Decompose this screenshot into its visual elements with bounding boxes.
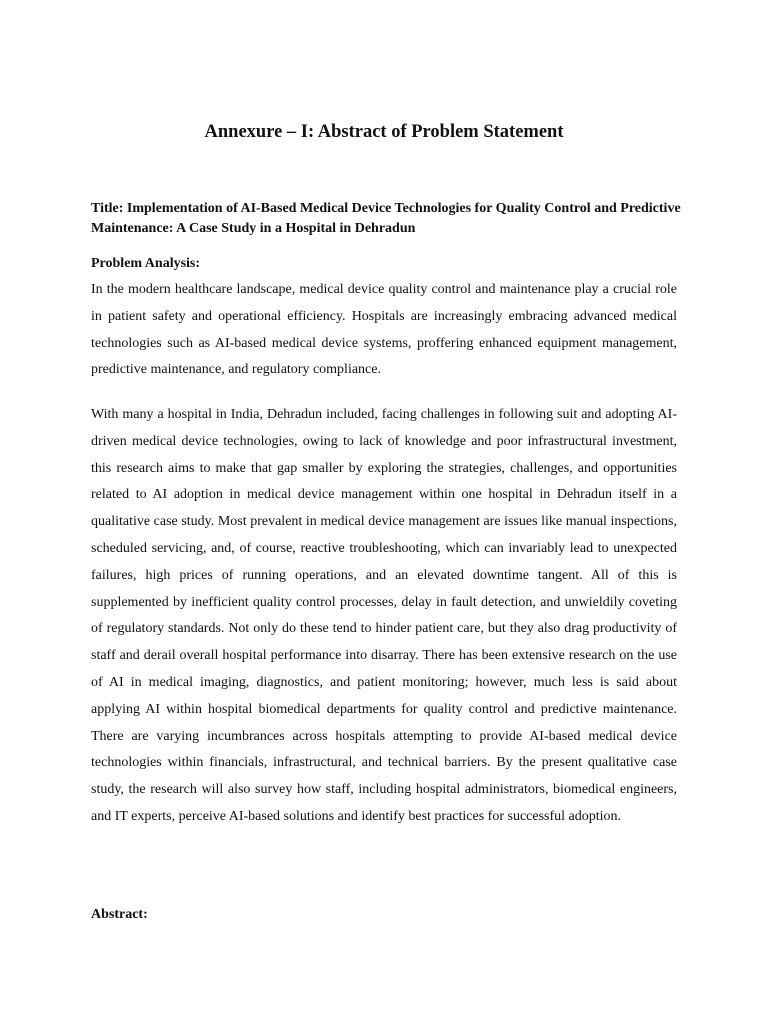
document-title: Title: Implementation of AI-Based Medical Device Technologies for Quality Control and Predictive Maintenance: A Case Study in a Hospital in Dehradun <box>91 201 681 236</box>
problem-analysis-label: Problem Analysis: <box>91 256 201 271</box>
paragraph-intro: In the modern healthcare landscape, medical device quality control and maintenance play a crucial role in patient safety and operational efficiency. Hospitals are increasingly embracing advanced medical technologies such as AI-based medical device systems, proffering enhanced equipment management, predictive maintenance, and regulatory compliance. <box>91 282 677 378</box>
abstract-label: Abstract: <box>91 907 148 922</box>
paragraph-main: With many a hospital in India, Dehradun included, facing challenges in following suit and adopting AI-driven medical device technologies, owing to lack of knowledge and poor infrastructural investment, this research aims to make that gap smaller by exploring the strategies, challenges, and opportunities related to AI adoption in medical device management within one hospital in Dehradun itself in a qualitative case study. Most prevalent in medical device management are issues like manual inspections, scheduled servicing, and, of course, reactive troubleshooting, which can invariably lead to unexpected failures, high prices of running operations, and an elevated downtime tangent. All of this is supplemented by inefficient quality control processes, delay in fault detection, and unwieldily coveting of regulatory standards. Not only do these tend to hinder patient care, but they also drag productivity of staff and derail overall hospital performance into disarray. There has been extensive research on the use of AI in medical imaging, diagnostics, and patient monitoring; however, much less is said about applying AI within hospital biomedical departments for quality control and predictive maintenance. There are varying incumbrances across hospitals attempting to provide AI-based medical device technologies within financials, infrastructural, and technical barriers. By the present qualitative case study, the research will also survey how staff, including hospital administrators, biomedical engineers, and IT experts, perceive AI-based solutions and identify best practices for successful adoption. <box>91 407 677 824</box>
page-heading: Annexure – I: Abstract of Problem Statement <box>204 122 564 142</box>
